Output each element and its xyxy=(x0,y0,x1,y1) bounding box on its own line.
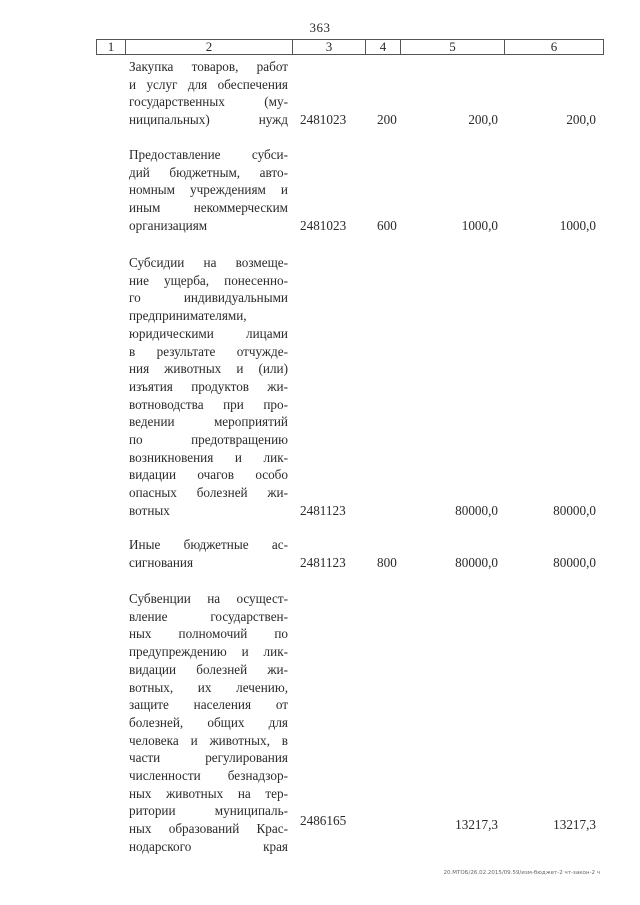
row-description xyxy=(129,146,288,235)
description-line: ных животных на тер- xyxy=(129,785,288,801)
description-line: ведении мероприятий xyxy=(129,414,288,430)
description-line: по предотвращению xyxy=(129,432,288,448)
row-value-col6: 1000,0 xyxy=(559,218,596,233)
description-line: государственных (му- xyxy=(129,94,288,110)
description-line: Предоставление субси- xyxy=(129,147,288,162)
description-line: дий бюджетным, авто- xyxy=(129,164,288,180)
description-line: Закупка товаров, работ xyxy=(129,59,288,74)
description-line: Иные бюджетные ас- xyxy=(129,537,288,552)
description-line: ных полномочий по xyxy=(129,626,288,642)
description-line: нодарского края xyxy=(129,838,288,854)
header-col-1: 1 xyxy=(97,40,126,54)
row-type: 600 xyxy=(377,218,397,233)
description-line: опасных болезней жи- xyxy=(129,485,288,501)
row-value-col5: 80000,0 xyxy=(455,503,498,518)
row-value-col6: 200,0 xyxy=(566,112,596,127)
description-line: иным некоммерческим xyxy=(129,200,288,216)
description-line: предпринимателями, xyxy=(129,308,247,324)
row-description xyxy=(129,58,288,129)
description-line: ритории муниципаль- xyxy=(129,803,288,819)
description-line: Субвенции на осущест- xyxy=(129,591,288,606)
description-line: вотных, их лечению, xyxy=(129,679,288,695)
description-line: организациям xyxy=(129,217,208,233)
row-description xyxy=(129,254,288,520)
description-line: ния животных и (или) xyxy=(129,361,288,377)
description-line: предупреждению и лик- xyxy=(129,644,288,660)
document-footer: 20.МТОБ/26.02.2015/09.59/изм-бюджет-2 чт-закон-2 ч xyxy=(443,870,600,876)
row-type: 800 xyxy=(377,555,397,570)
row-value-col5: 13217,3 xyxy=(455,817,498,832)
description-line: юридическими лицами xyxy=(129,325,288,341)
row-description xyxy=(129,590,288,856)
description-line: в результате отчужде- xyxy=(129,343,288,359)
description-line: номным учреждениям и xyxy=(129,182,288,198)
row-code: 2481023 xyxy=(300,112,347,127)
description-line: численности безнадзор- xyxy=(129,768,288,784)
description-line: болезней, общих для xyxy=(129,714,288,730)
row-code: 2481123 xyxy=(300,503,346,518)
table-header-row xyxy=(96,39,604,55)
row-code: 2481023 xyxy=(300,218,347,233)
description-line: сигнования xyxy=(129,554,194,570)
row-code: 2481123 xyxy=(300,555,346,570)
row-value-col6: 80000,0 xyxy=(553,503,596,518)
description-line: части регулирования xyxy=(129,750,288,766)
row-value-col5: 200,0 xyxy=(468,112,498,127)
description-line: вление государствен- xyxy=(129,608,288,624)
row-value-col5: 1000,0 xyxy=(461,218,498,233)
header-col-4: 4 xyxy=(366,40,401,54)
row-value-col5: 80000,0 xyxy=(455,555,498,570)
description-line: защите населения от xyxy=(129,697,288,713)
row-code: 2486165 xyxy=(300,813,347,828)
description-line: ниципальных) нужд xyxy=(129,112,288,128)
description-line: ние ущерба, понесенно- xyxy=(129,272,288,288)
description-line: вотных xyxy=(129,502,170,518)
header-col-5: 5 xyxy=(401,40,505,54)
description-line: видации болезней жи- xyxy=(129,661,288,677)
description-line: и услуг для обеспечения xyxy=(129,76,288,92)
row-value-col6: 80000,0 xyxy=(553,555,596,570)
header-col-6: 6 xyxy=(550,39,558,54)
page-number: 363 xyxy=(309,20,331,35)
description-line: Субсидии на возмеще- xyxy=(129,255,288,270)
header-col-2: 2 xyxy=(126,40,293,54)
description-line: возникновения и лик- xyxy=(129,449,288,465)
description-line: изъятия продуктов жи- xyxy=(129,378,288,394)
description-line: видации очагов особо xyxy=(129,467,288,483)
description-line: ных образований Крас- xyxy=(129,821,288,837)
description-line: го индивидуальными xyxy=(129,290,288,306)
description-line: человека и животных, в xyxy=(129,732,288,748)
row-type: 200 xyxy=(377,112,397,127)
row-description xyxy=(129,536,288,571)
description-line: вотноводства при про- xyxy=(129,396,288,412)
header-col-3: 3 xyxy=(293,40,366,54)
row-value-col6: 13217,3 xyxy=(553,817,596,832)
